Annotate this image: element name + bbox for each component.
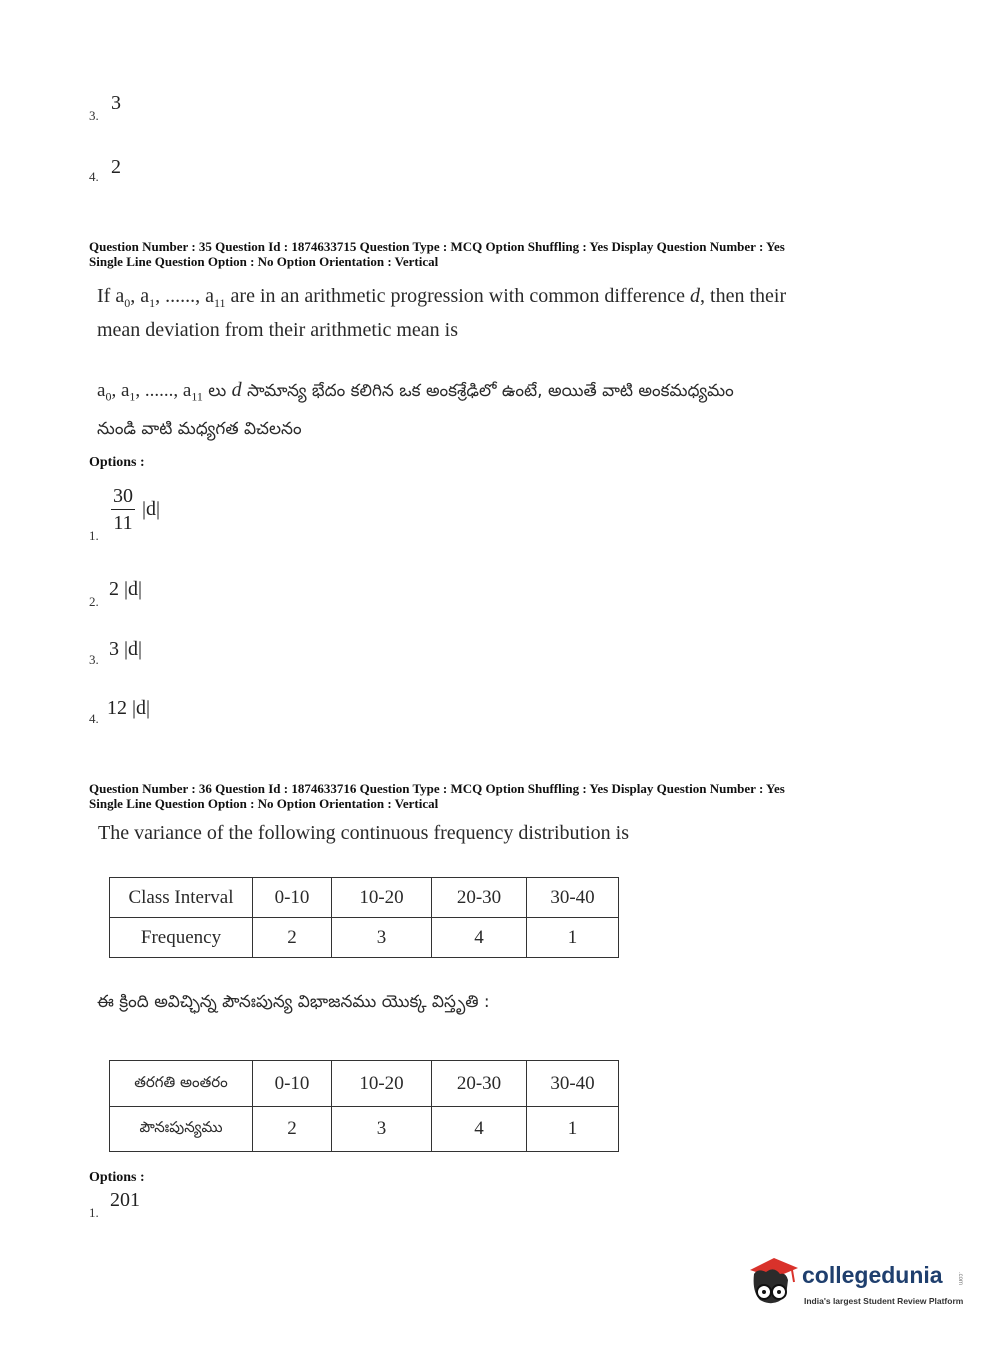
table-cell: 20-30 [432,878,527,918]
table-cell: 20-30 [432,1061,527,1107]
table-cell: తరగతి అంతరం [110,1061,253,1107]
q35-telugu-line1: $a_0$, $a_1$, ......, $a_{11}$ లు d సామాన్య భేదం కలిగిన ఒక అంకశ్రేఢిలో ఉంటే, అయితే వాటి అంకమధ్యమం [97,379,734,404]
q35-telugu-line2: నుండి వాటి మధ్యగత విచలనం [97,419,302,440]
logo-domain: .com [957,1272,963,1286]
option-value: 3 |d| [109,638,143,660]
q35-meta [89,239,949,269]
q36-meta [89,781,949,811]
collegedunia-logo[interactable] [744,1252,969,1312]
q35-meta-line1: Question Number : 35 Question Id : 1874633715 Question Type : MCQ Option Shuffling : Yes Display Question Number : Yes [89,239,785,254]
option-number: 3. [89,108,99,123]
table-cell: 2 [253,918,332,958]
option-value: 201 [110,1189,140,1211]
option-number: 2. [89,594,99,609]
table-cell: 4 [432,1107,527,1152]
option-number: 4. [89,169,99,184]
fraction: $\frac{30}{11}$ [113,485,133,534]
mascot-icon [744,1252,800,1312]
q35-question-telugu [97,374,917,446]
option-number: 4. [89,711,99,726]
table-cell: పౌనఃపున్యము [110,1107,253,1152]
table-cell: 3 [332,1107,432,1152]
q36-meta-line1: Question Number : 36 Question Id : 1874633716 Question Type : MCQ Option Shuffling : Yes Display Question Number : Yes [89,781,785,796]
option-value: 12 |d| [107,697,151,719]
table-cell: 3 [332,918,432,958]
q35-question-line2: mean deviation from their arithmetic mean is [97,319,458,341]
table-cell: 0-10 [253,1061,332,1107]
table-cell: 10-20 [332,878,432,918]
option-number: 3. [89,652,99,667]
q35-meta-line2: Single Line Question Option : No Option Orientation : Vertical [89,254,439,269]
q35-question-line1: If $a_0$, $a_1$, ......, $a_{11}$ are in an arithmetic progression with common difference d, then their [97,285,787,310]
option-value: 3 [111,92,121,114]
q36-options-label: Options : [89,1170,145,1185]
option-value: 2 |d| [109,578,143,600]
table-cell: 1 [527,1107,619,1152]
logo-name: collegedunia [802,1262,943,1288]
table-row [110,1061,619,1107]
table-cell: 2 [253,1107,332,1152]
table-row [110,918,619,958]
table-row [110,1107,619,1152]
q35-options-label: Options : [89,455,145,470]
q36-question-telugu: ఈ క్రింది అవిచ్ఛిన్న పౌనఃపున్య విభాజనము యొక్క విస్తృతి : [97,992,490,1012]
table-cell: 10-20 [332,1061,432,1107]
table-cell: 4 [432,918,527,958]
option-value: 2 [111,156,121,178]
option-number: 1. [89,528,99,543]
q35-question-english [97,283,897,344]
table-cell: Frequency [110,918,253,958]
q36-table-telugu [109,1060,619,1152]
table-cell: 30-40 [527,1061,619,1107]
table-row [110,878,619,918]
option-number: 1. [89,1205,99,1220]
option-value: $\frac{30}{11}$ |d| [113,485,161,534]
table-cell: Class Interval [110,878,253,918]
table-cell: 30-40 [527,878,619,918]
q36-meta-line2: Single Line Question Option : No Option Orientation : Vertical [89,796,439,811]
table-cell: 0-10 [253,878,332,918]
q36-question-english: The variance of the following continuous frequency distribution is [98,822,629,844]
logo-tagline: India's largest Student Review Platform [804,1296,964,1306]
q36-table-english [109,877,619,958]
table-cell: 1 [527,918,619,958]
